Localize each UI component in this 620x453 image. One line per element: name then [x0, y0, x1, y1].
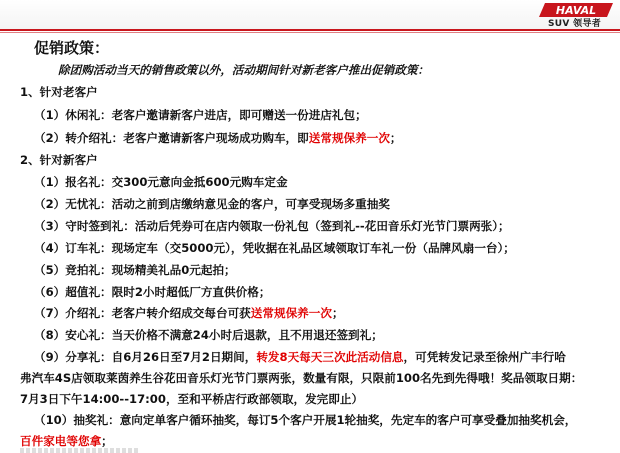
list-item: （7）介绍礼：老客户转介绍成交每台可获送常规保养一次；: [34, 306, 344, 320]
brand-text: HAVAL: [555, 4, 597, 17]
list-item: （8）安心礼：当天价格不满意24小时后退款，且不用退还签到礼；: [34, 328, 383, 342]
footer-fragment: [20, 448, 140, 453]
tagline: SUV 领导者: [548, 19, 601, 29]
section-heading-new: 2、针对新客户: [20, 153, 98, 167]
page-title: 促销政策：: [34, 39, 110, 57]
list-item: （4）订车礼：现场定车（交5000元），凭收据在礼品区域领取订车礼一份（品牌风扇一台）；: [34, 241, 515, 255]
list-item: （9）分享礼：自6月26日至7月2日期间，转发8天每天三次此活动信息，可凭转发记录至徐州广丰行哈: [34, 350, 566, 364]
header-divider-thin: [0, 32, 620, 33]
list-item: （3）守时签到礼：活动后凭券可在店内领取一份礼包（签到礼--花田音乐灯光节门票两张）；: [34, 219, 510, 233]
section-heading-old: 1、针对老客户: [20, 85, 98, 99]
list-item: （5）竞拍礼：现场精美礼品0元起拍；: [34, 263, 236, 277]
list-item-continuation: 百件家电等您拿；: [20, 434, 113, 448]
list-item: （2）无忧礼：活动之前到店缴纳意见金的客户，可享受现场多重抽奖: [34, 197, 390, 211]
highlight-text: 百件家电等您拿: [20, 434, 102, 448]
list-item: （6）超值礼：限时2小时超低厂方直供价格；: [34, 285, 271, 299]
list-item: （2）转介绍礼：老客户邀请新客户现场成功购车，即送常规保养一次；: [34, 131, 402, 145]
header-bar: [0, 0, 620, 29]
intro-text: 除团购活动当天的销售政策以外，活动期间针对新老客户推出促销政策：: [58, 63, 430, 77]
list-item-continuation: 弗汽车4S店领取莱茵养生谷花田音乐灯光节门票两张，数量有限，只限前100名先到先得哦！奖品领取日期：: [20, 371, 583, 385]
list-item: （1）报名礼：交300元意向金抵600元购车定金: [34, 175, 288, 189]
header-divider: [0, 29, 620, 31]
highlight-text: 送常规保养一次: [308, 131, 390, 145]
highlight-text: 转发8天每天三次此活动信息: [256, 350, 404, 364]
list-item: （10）抽奖礼：意向定单客户循环抽奖，每订5个客户开展1轮抽奖，先定车的客户可享受叠加抽奖机会，: [34, 413, 577, 427]
highlight-text: 送常规保养一次: [250, 306, 332, 320]
list-item: （1）休闲礼：老客户邀请新客户进店，即可赠送一份进店礼包；: [34, 108, 367, 122]
list-item-continuation: 7月3日下午14:00--17:00，至和平桥店行政部领取，发完即止）: [20, 392, 364, 406]
